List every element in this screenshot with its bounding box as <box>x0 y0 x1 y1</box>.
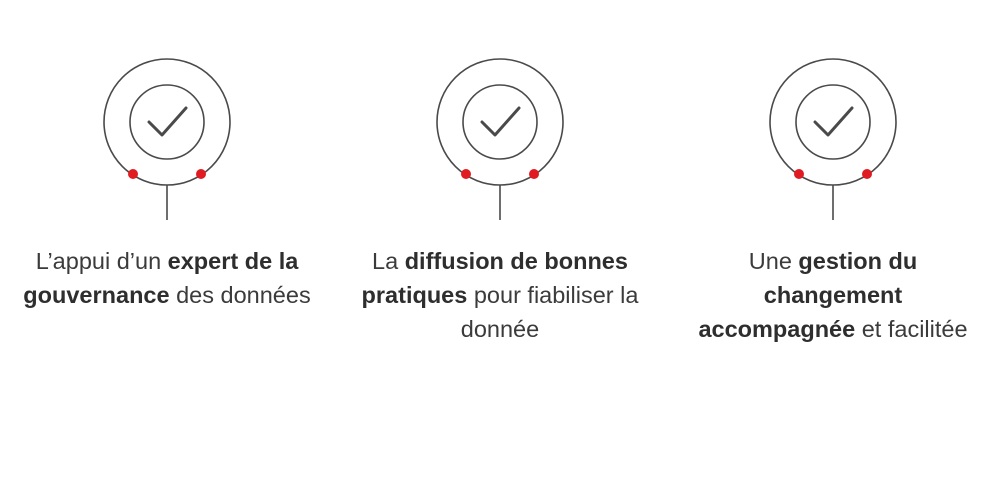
feature-caption-1-part-3: des données <box>169 282 311 309</box>
check-circle-double-ring-icon <box>87 42 247 242</box>
check-circle-double-ring-icon <box>420 42 580 242</box>
feature-caption-3-part-1: Une <box>748 248 799 274</box>
feature-caption-1-part-2: expert de la gouvernance <box>23 248 299 309</box>
feature-caption-1-part-1: L’appui d’un <box>35 248 168 274</box>
feature-caption-1 <box>17 244 317 312</box>
feature-caption-2 <box>350 244 650 346</box>
feature-caption-3 <box>683 244 983 346</box>
feature-column-3 <box>667 0 1000 346</box>
feature-caption-2-part-1: La <box>372 248 405 274</box>
feature-caption-2-part-3: pour fiabiliser la donnée <box>460 282 639 343</box>
feature-caption-3-part-3: et facilitée <box>855 316 968 343</box>
feature-column-2 <box>334 0 667 346</box>
feature-column-1 <box>1 0 334 312</box>
feature-caption-2-part-2: diffusion de bonnes pratiques <box>361 248 628 309</box>
feature-caption-3-part-2: gestion du changement accompagnée <box>698 248 918 343</box>
check-circle-double-ring-icon <box>753 42 913 242</box>
